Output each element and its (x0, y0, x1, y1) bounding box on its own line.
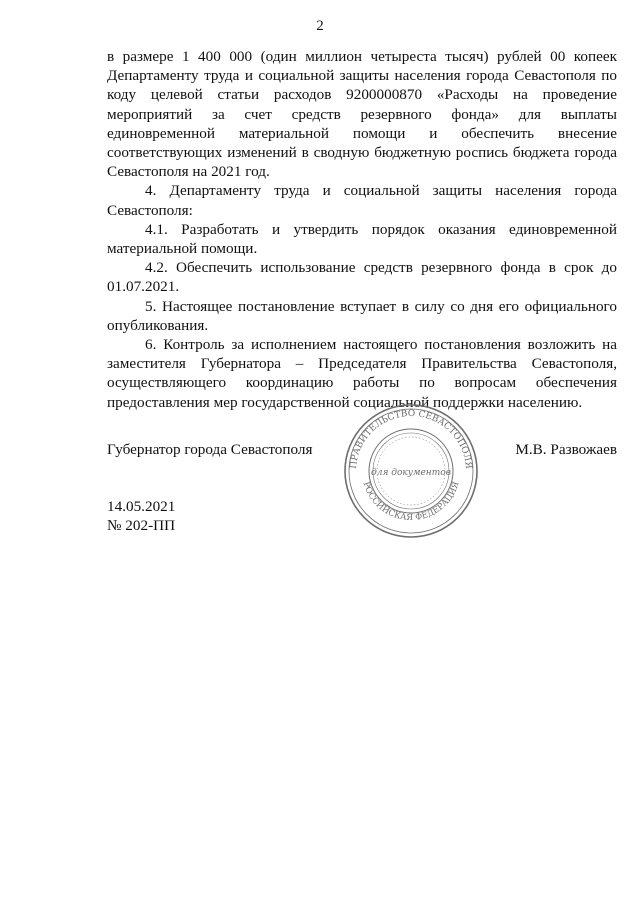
document-date: 14.05.2021 (107, 498, 176, 515)
paragraph-continuation: в размере 1 400 000 (один миллион четыреста тысяч) рублей 00 копеек Департаменту труда и социальной защиты населения города Севастополя по коду целевой статьи расходов 9200000870 «Расходы на проведение мероприятий за счет средств резервного фонда» для выплаты единовременной материальной помощи и обеспечить внесение соответствующих изменений в сводную бюджетную роспись бюджета города Севастополя на 2021 год. (107, 48, 617, 181)
paragraph-item-4-2: 4.2. Обеспечить использование средств резервного фонда в срок до 01.07.2021. (107, 259, 617, 296)
signatory-title: Губернатор города Севастополя (107, 441, 313, 458)
seal-bottom-text: РОССИЙСКАЯ ФЕДЕРАЦИЯ (360, 480, 462, 524)
document-body (107, 47, 617, 412)
document-number: № 202-ПП (107, 517, 176, 534)
paragraph-item-4-1: 4.1. Разработать и утвердить порядок оказания единовременной материальной помощи. (107, 220, 617, 258)
document-meta (107, 497, 175, 535)
official-seal-stamp (342, 402, 480, 540)
page-number: 2 (316, 18, 324, 34)
paragraph-item-4: 4. Департаменту труда и социальной защиты населения города Севастополя: (107, 182, 617, 219)
seal-center-text: для документов (371, 468, 451, 478)
signatory-name: М.В. Развожаев (515, 441, 617, 458)
paragraph-item-5: 5. Настоящее постановление вступает в силу со дня его официального опубликования. (107, 297, 617, 334)
seal-outer-text: ПРАВИТЕЛЬСТВО СЕВАСТОПОЛЯ (348, 408, 474, 470)
paragraph-item-6: 6. Контроль за исполнением настоящего постановления возложить на заместителя Губернатора – Председателя Правительства Севастополя, осуществляющего координацию работы по вопросам обеспечения предоставления мер государственной социальной поддержки населению. (107, 336, 617, 411)
